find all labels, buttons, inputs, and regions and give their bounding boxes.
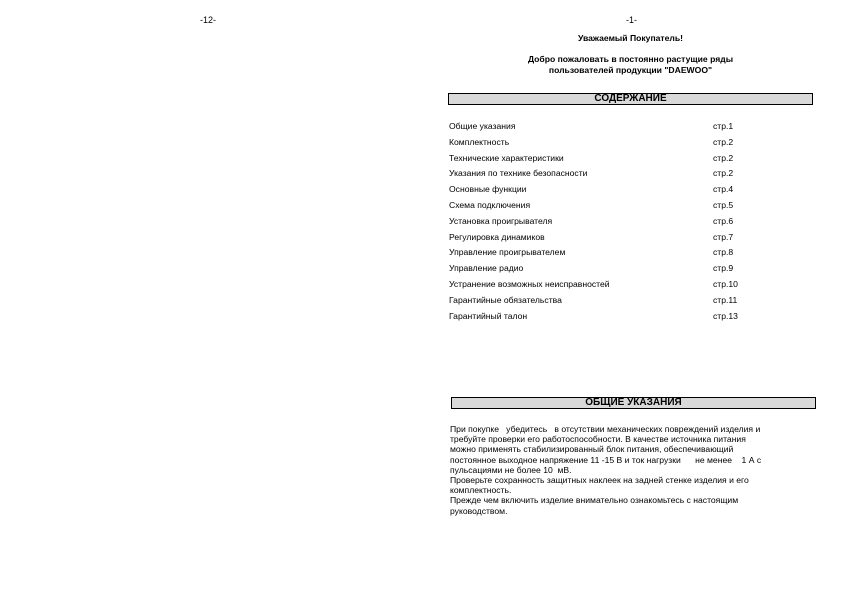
- toc-entry-page: стр.1: [713, 121, 734, 131]
- toc-entry-title: Общие указания: [449, 121, 516, 131]
- toc-entry-title: Гарантийный талон: [449, 310, 528, 321]
- toc-entry-title: Схема подключения: [449, 199, 531, 210]
- toc-row: [449, 279, 779, 295]
- toc-entry-page: стр.7: [713, 231, 734, 242]
- toc-row: [449, 216, 779, 232]
- toc-entry-page: стр.6: [713, 215, 734, 226]
- toc-entry-title: Указания по технике безопасности: [449, 168, 588, 179]
- toc-entry-page: стр.11: [713, 294, 738, 305]
- right-page-number: -1-: [626, 15, 637, 25]
- toc-row: [449, 153, 779, 169]
- toc-entry-title: Комплектность: [449, 136, 510, 147]
- toc-entry-page: стр.9: [713, 263, 734, 274]
- toc-entry-page: стр.2: [713, 136, 734, 147]
- toc-row: [449, 137, 779, 153]
- toc-entry-page: стр.4: [713, 184, 734, 195]
- left-page-number: -12-: [200, 15, 217, 25]
- table-of-contents: [449, 121, 779, 326]
- toc-entry-title: Установка проигрывателя: [449, 215, 553, 226]
- toc-entry-title: Регулировка динамиков: [449, 231, 545, 242]
- toc-row: [449, 200, 779, 216]
- welcome-text: Добро пожаловать в постоянно растущие ряды пользователей продукции "DAEWOO": [527, 54, 734, 75]
- toc-entry-page: стр.5: [713, 199, 734, 210]
- toc-entry-title: Управление проигрывателем: [449, 247, 566, 258]
- toc-entry-title: Технические характеристики: [449, 152, 564, 163]
- toc-row: [449, 263, 779, 279]
- toc-entry-page: стр.10: [713, 278, 738, 289]
- toc-row: [449, 121, 779, 137]
- toc-entry-page: стр.8: [713, 247, 734, 258]
- toc-entry-page: стр.13: [713, 310, 738, 321]
- toc-entry-page: стр.2: [713, 152, 734, 163]
- toc-entry-title: Управление радио: [449, 263, 524, 274]
- toc-row: [449, 184, 779, 200]
- toc-entry-title: Устранение возможных неисправностей: [449, 278, 610, 289]
- greeting-heading: Уважаемый Покупатель!: [577, 33, 684, 43]
- toc-heading: СОДЕРЖАНИЕ: [448, 93, 813, 105]
- toc-row: [449, 295, 779, 311]
- toc-row: [449, 232, 779, 248]
- toc-entry-title: Основные функции: [449, 184, 527, 195]
- general-instructions-text: При покупке убедитесь в отсутствии механических повреждений изделия и требуйте проверки его работоспособности. В качестве источника питания можно применять стабилизированный блок питания, обеспечивающий постоянное выходное напряжение 11 -15 В и ток нагрузки не менее 1 А с пульсациями не более 10 мВ. Проверьте сохранность защитных наклеек на задней стенке изделия и его комплектность. Прежде чем включить изделие внимательно ознакомьтесь с настоящим руководством.: [450, 424, 762, 516]
- toc-entry-title: Гарантийные обязательства: [449, 294, 562, 305]
- general-instructions-heading: ОБЩИЕ УКАЗАНИЯ: [451, 397, 816, 409]
- toc-entry-page: стр.2: [713, 168, 734, 179]
- toc-row: [449, 247, 779, 263]
- toc-row: [449, 168, 779, 184]
- toc-row: [449, 311, 779, 327]
